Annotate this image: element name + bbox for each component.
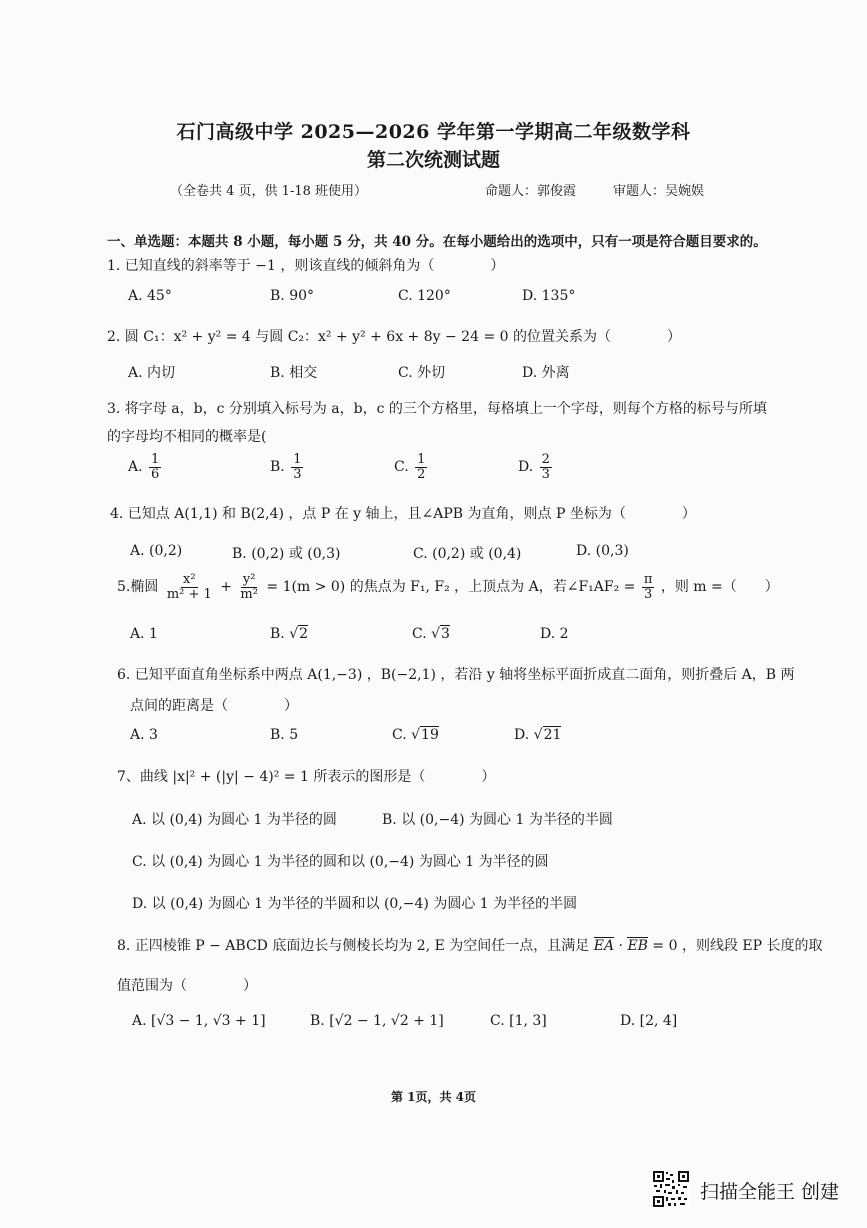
q1-option-a: A. 45° <box>128 288 172 304</box>
q3-b-num: 1 <box>293 452 302 467</box>
q2-option-a: A. 内切 <box>128 365 176 381</box>
q6-c-radicand: 19 <box>421 727 439 743</box>
q3-b-den: 3 <box>293 466 302 482</box>
q5-stem-pre: 5.椭圆 <box>117 579 159 596</box>
q4-option-d: D. (0,3) <box>576 543 629 559</box>
q3-b-label: B. <box>270 459 285 476</box>
q5-stem-post: ，则 m =（ ） <box>660 579 779 596</box>
q3-option-d <box>518 453 554 481</box>
question-4-stem: 4. 已知点 A(1,1) 和 B(2,4) ，点 P 在 y 轴上，且∠APB 为直角，则点 P 坐标为（ ） <box>110 506 696 522</box>
q5-option-a: A. 1 <box>130 626 158 642</box>
q5-f3-den: 3 <box>643 586 653 602</box>
author-label: 命题人：郭俊霞 <box>485 184 577 199</box>
q6-option-d: D. √21 <box>514 727 562 743</box>
q8-b-value: [√2 − 1, √2 + 1] <box>329 1013 444 1029</box>
q7-option-b: B. 以 (0,−4) 为圆心 1 为半径的半圆 <box>382 812 613 828</box>
q3-b-fraction <box>291 453 303 481</box>
q7-option-d: D. 以 (0,4) 为圆心 1 为半径的半圆和以 (0,−4) 为圆心 1 为半径的半圆 <box>132 896 578 912</box>
q3-option-b <box>270 453 305 481</box>
q5-c-radicand: 3 <box>441 626 450 642</box>
q8-option-a <box>132 1013 266 1029</box>
q5-f1-num: x² <box>183 572 196 587</box>
q8-dot: · <box>614 938 628 954</box>
q6-option-b: B. 5 <box>270 727 299 743</box>
q8-b-label: B. <box>310 1013 325 1029</box>
q3-d-den: 3 <box>541 466 550 482</box>
q8-vector-eb: EB <box>627 938 648 954</box>
q6-option-a: A. 3 <box>130 727 158 743</box>
q8-option-d: D. [2, 4] <box>620 1013 678 1029</box>
q3-d-num: 2 <box>541 452 550 467</box>
exam-subtitle: 第二次统测试题 <box>366 149 500 171</box>
question-8-stem-line1 <box>117 935 822 955</box>
exam-title: 石门高级中学 2025—2026 学年第一学期高二年级数学科 <box>176 121 691 143</box>
q3-c-den: 2 <box>417 466 426 482</box>
q5-option-b: B. √2 <box>270 626 309 642</box>
q5-b-radicand: 2 <box>299 626 309 642</box>
q5-f3-num: π <box>643 572 653 587</box>
q5-option-d: D. 2 <box>540 626 569 642</box>
q1-option-c: C. 120° <box>398 288 451 304</box>
q5-f1-den: m² + 1 <box>166 586 212 602</box>
section-heading: 一、单选题：本题共 8 小题，每小题 5 分，共 40 分。在每小题给出的选项中，只有一项是符合题目要求的。 <box>107 234 767 250</box>
reviewer-label: 审题人：吴婉娱 <box>613 184 705 199</box>
question-5-stem <box>117 573 779 601</box>
q6-d-radicand: 21 <box>543 727 562 743</box>
q3-a-label: A. <box>128 459 143 476</box>
q1-option-d: D. 135° <box>522 288 576 304</box>
scanner-watermark-text: 扫描全能王 创建 <box>700 1181 840 1203</box>
qr-code-icon <box>652 1170 690 1208</box>
q3-a-num: 1 <box>151 452 160 467</box>
scanner-watermark <box>652 1170 862 1210</box>
q5-option-c: C. √3 <box>412 626 450 642</box>
q6-d-label: D. <box>514 727 530 743</box>
q5-f2-den: m² <box>240 586 258 602</box>
q3-c-fraction <box>415 453 427 481</box>
q4-option-a: A. (0,2) <box>130 543 183 559</box>
question-6-stem-line1: 6. 已知平面直角坐标系中两点 A(1,−3) ，B(−2,1) ，若沿 y 轴将坐标平面折成直二面角，则折叠后 A，B 两 <box>117 667 795 683</box>
q3-a-den: 6 <box>151 466 160 482</box>
q2-option-d: D. 外离 <box>522 365 570 381</box>
q6-option-c: C. √19 <box>392 727 439 743</box>
q8-a-value: [√3 − 1, √3 + 1] <box>151 1013 266 1029</box>
q3-d-label: D. <box>518 459 534 476</box>
q2-stem-body: C₁：x² + y² = 4 与圆 C₂：x² + y² + 6x + 8y − 24 = 0 的位置关系为（ ） <box>143 329 681 345</box>
q6-c-label: C. <box>392 727 407 743</box>
q5-b-label: B. <box>270 626 285 642</box>
q3-a-fraction <box>149 453 161 481</box>
question-6-stem-line2: 点间的距离是（ ） <box>130 698 298 714</box>
q5-stem-mid: = 1(m > 0) 的焦点为 F₁, F₂ ，上顶点为 A，若∠F₁AF₂ = <box>266 579 636 596</box>
q8-option-b <box>310 1013 444 1029</box>
q8-vector-ea: EA <box>593 938 615 954</box>
q1-option-b: B. 90° <box>270 288 315 304</box>
q2-stem-prefix: 2. 圆 <box>107 329 144 345</box>
q5-f2-num: y² <box>242 572 256 587</box>
page-number: 第 1页，共 4页 <box>390 1090 477 1104</box>
q4-option-b: B. (0,2) 或 (0,3) <box>232 546 341 562</box>
q8-a-label: A. <box>132 1013 147 1029</box>
q5-fraction-3 <box>642 573 655 601</box>
q8-stem-a: 8. 正四棱锥 P − ABCD 底面边长与侧棱长均为 2, E 为空间任一点，且满足 <box>117 938 594 954</box>
q2-option-c: C. 外切 <box>398 365 446 381</box>
question-7-stem: 7、曲线 |x|² + (|y| − 4)² = 1 所表示的图形是（ ） <box>117 769 496 785</box>
q3-d-fraction <box>540 453 552 481</box>
q4-option-c: C. (0,2) 或 (0,4) <box>413 546 522 562</box>
q7-option-a: A. 以 (0,4) 为圆心 1 为半径的圆 <box>132 812 337 828</box>
q3-option-a <box>128 453 163 481</box>
q5-c-label: C. <box>412 626 427 642</box>
q3-option-c <box>394 453 429 481</box>
question-8-stem-line2: 值范围为（ ） <box>117 978 257 994</box>
question-2-stem <box>107 326 681 346</box>
q5-fraction-2 <box>238 573 260 601</box>
q3-c-num: 1 <box>417 452 426 467</box>
question-3-stem-line1: 3. 将字母 a，b，c 分别填入标号为 a，b，c 的三个方格里，每格填上一个字母，则每个方格的标号与所填 <box>107 401 767 417</box>
q2-option-b: B. 相交 <box>270 365 318 381</box>
q7-option-c: C. 以 (0,4) 为圆心 1 为半径的圆和以 (0,−4) 为圆心 1 为半径的圆 <box>132 854 549 870</box>
q8-option-c: C. [1, 3] <box>490 1013 547 1029</box>
exam-scope: （全卷共 4 页，供 1-18 班使用） <box>170 184 368 199</box>
q5-fraction-1 <box>165 573 214 601</box>
q5-plus: + <box>220 579 232 596</box>
q3-c-label: C. <box>394 459 409 476</box>
q8-stem-b: = 0 ，则线段 EP 长度的取 <box>647 938 823 954</box>
question-1-stem: 1. 已知直线的斜率等于 −1 ，则该直线的倾斜角为（ ） <box>107 258 505 274</box>
question-3-stem-line2: 的字母均不相同的概率是( <box>107 429 267 445</box>
